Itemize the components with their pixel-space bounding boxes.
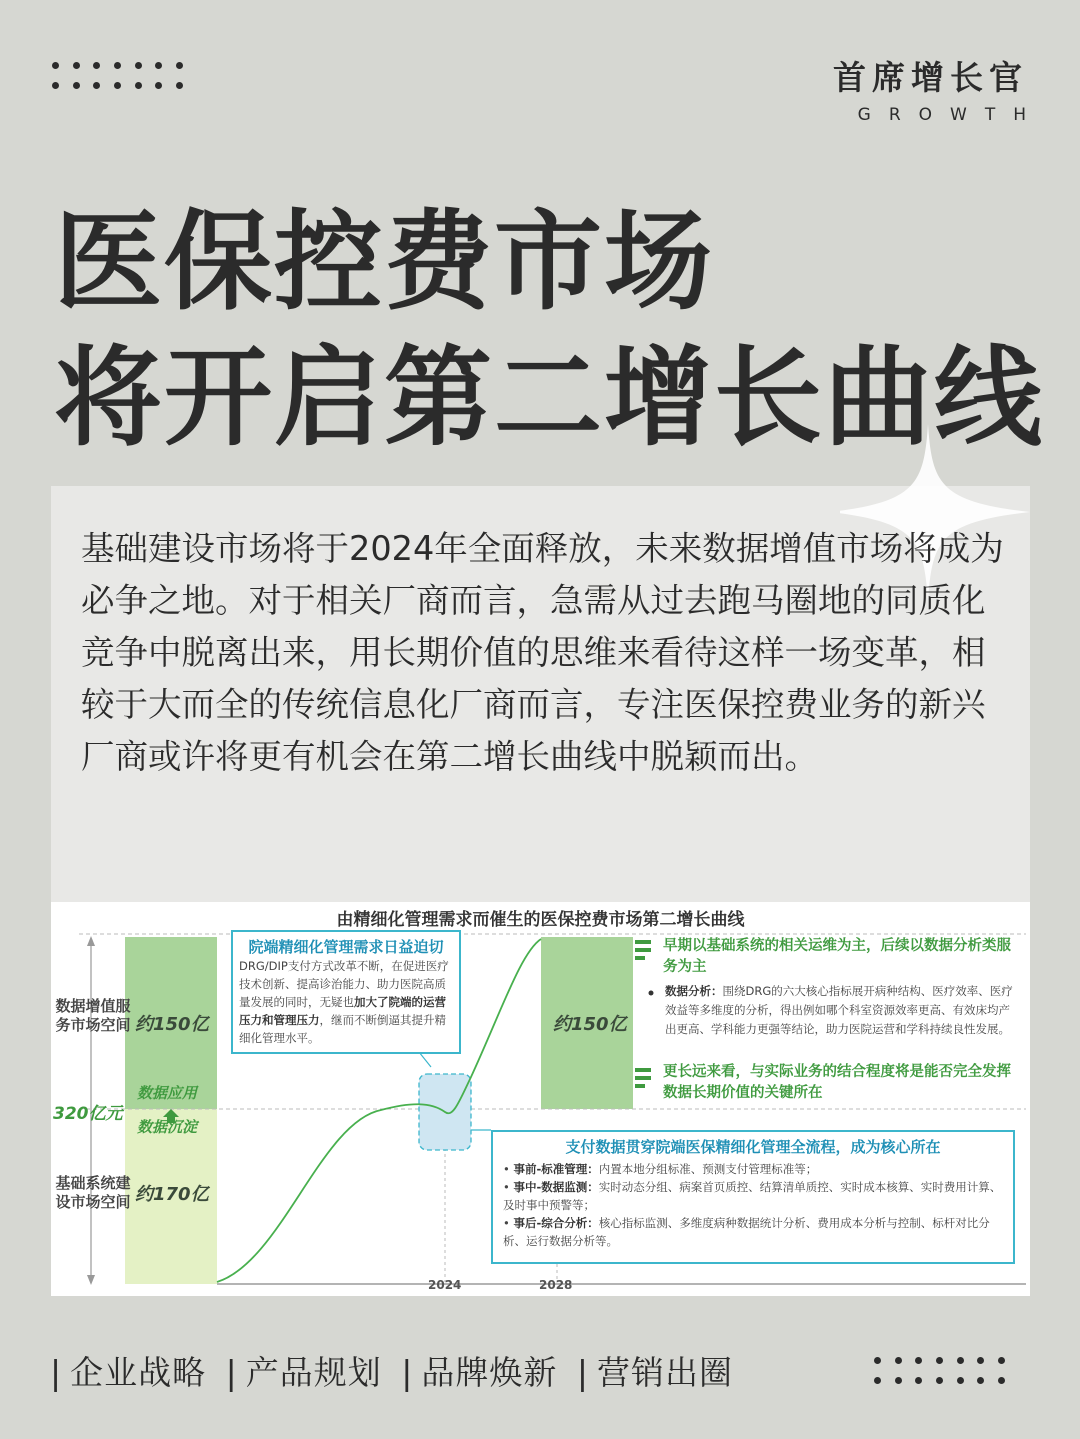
box1-text: DRG/DIP支付方式改革不断，在促进医疗技术创新、提高诊治能力、助力医院高质量发展的同时，无疑也加大了院端的运营压力和管理压力，继而不断倒逼其提升精细化管理水平。 — [239, 959, 449, 1045]
brand-name-cn: 首席增长官 — [833, 58, 1028, 97]
box1-title: 院端精细化管理需求日益迫切 — [248, 938, 444, 956]
title-line-2: 将开启第二增长曲线 — [54, 336, 1045, 461]
brand-logo — [833, 52, 1044, 125]
y-arrow-down-head — [87, 1275, 95, 1285]
data-apply-label: 数据应用 — [137, 1084, 198, 1102]
left-top-value: 约150亿 — [135, 1014, 209, 1035]
brand-name-en: GROWTH — [857, 105, 1044, 125]
title-line-1: 医保控费市场 — [54, 200, 715, 325]
box2-item-1: • 事前-标准管理：内置本地分组标准、预测支付管理标准等； — [503, 1162, 818, 1176]
right-bullet-analysis: 数据分析：围绕DRG的六大核心指标展开病种结构、医疗效率、医疗效益等多维度的分析，得出例如哪个科室资源效率更高、有效床均产出更高、学科能力更强等结论，助力医院运营和学科持续良性发展。 — [665, 984, 1013, 1036]
tag-product: 产品规划 — [245, 1353, 382, 1392]
signpost-icon-2 — [635, 1068, 651, 1088]
right-heading-2: 更长远来看，与实际业务的结合程度将是能否完全发挥数据长期价值的关键所在 — [663, 1064, 1011, 1101]
box2-item-3: • 事后-综合分析：核心指标监测、多维度病种数据统计分析、费用成本分析与控制、标杆对比分析、运行数据分析等。 — [503, 1216, 990, 1248]
y-arrow-up-head — [87, 936, 95, 946]
x-tick-2024: 2024 — [428, 1278, 462, 1292]
ylabel-bottom: 基础系统建设市场空间 — [55, 1174, 131, 1211]
growth-curve-diagram — [51, 902, 1030, 1296]
ylabel-top: 数据增值服务市场空间 — [55, 997, 131, 1034]
tag-marketing: 营销出圈 — [597, 1353, 733, 1392]
callout-box-demand — [231, 930, 461, 1054]
total-value: 320亿元 — [53, 1104, 123, 1124]
decorative-dots-bottom — [874, 1357, 1019, 1384]
decorative-dots-top — [52, 62, 197, 89]
right-value: 约150亿 — [553, 1014, 627, 1035]
left-bottom-value: 约170亿 — [135, 1184, 209, 1205]
chart-title: 由精细化管理需求而催生的医保控费市场第二增长曲线 — [336, 910, 745, 930]
right-heading-1: 早期以基础系统的相关运维为主，后续以数据分析类服务为主 — [663, 938, 1011, 975]
x-tick-2028: 2028 — [539, 1278, 573, 1292]
box2-item-2: • 事中-数据监测：实时动态分组、病案首页质控、结算清单质控、实时成本核算、实时费用计算、及时事中预警等； — [503, 1180, 1002, 1212]
signpost-icon-1 — [635, 940, 651, 960]
body-paragraph: 基础建设市场将于2024年全面释放，未来数据增值市场将成为必争之地。对于相关厂商而言，急需从过去跑马圈地的同质化竞争中脱离出来，用长期价值的思维来看待这样一场变革，相较于大而全的传统信息化厂商而言，专注医保控费业务的新兴厂商或许将更有机会在第二增长曲线中脱颖而出。 — [81, 529, 1004, 776]
box2-title: 支付数据贯穿院端医保精细化管理全流程，成为核心所在 — [565, 1138, 941, 1156]
footer-tags: | 企业战略 | 产品规划 | 品牌焕新 | 营销出圈 — [50, 1353, 733, 1392]
tag-brand: 品牌焕新 — [421, 1353, 558, 1392]
tag-strategy: 企业战略 — [70, 1353, 207, 1392]
bullet-dot — [649, 991, 654, 996]
data-sediment-label: 数据沉淀 — [137, 1118, 198, 1136]
callout-box-process — [491, 1130, 1015, 1264]
